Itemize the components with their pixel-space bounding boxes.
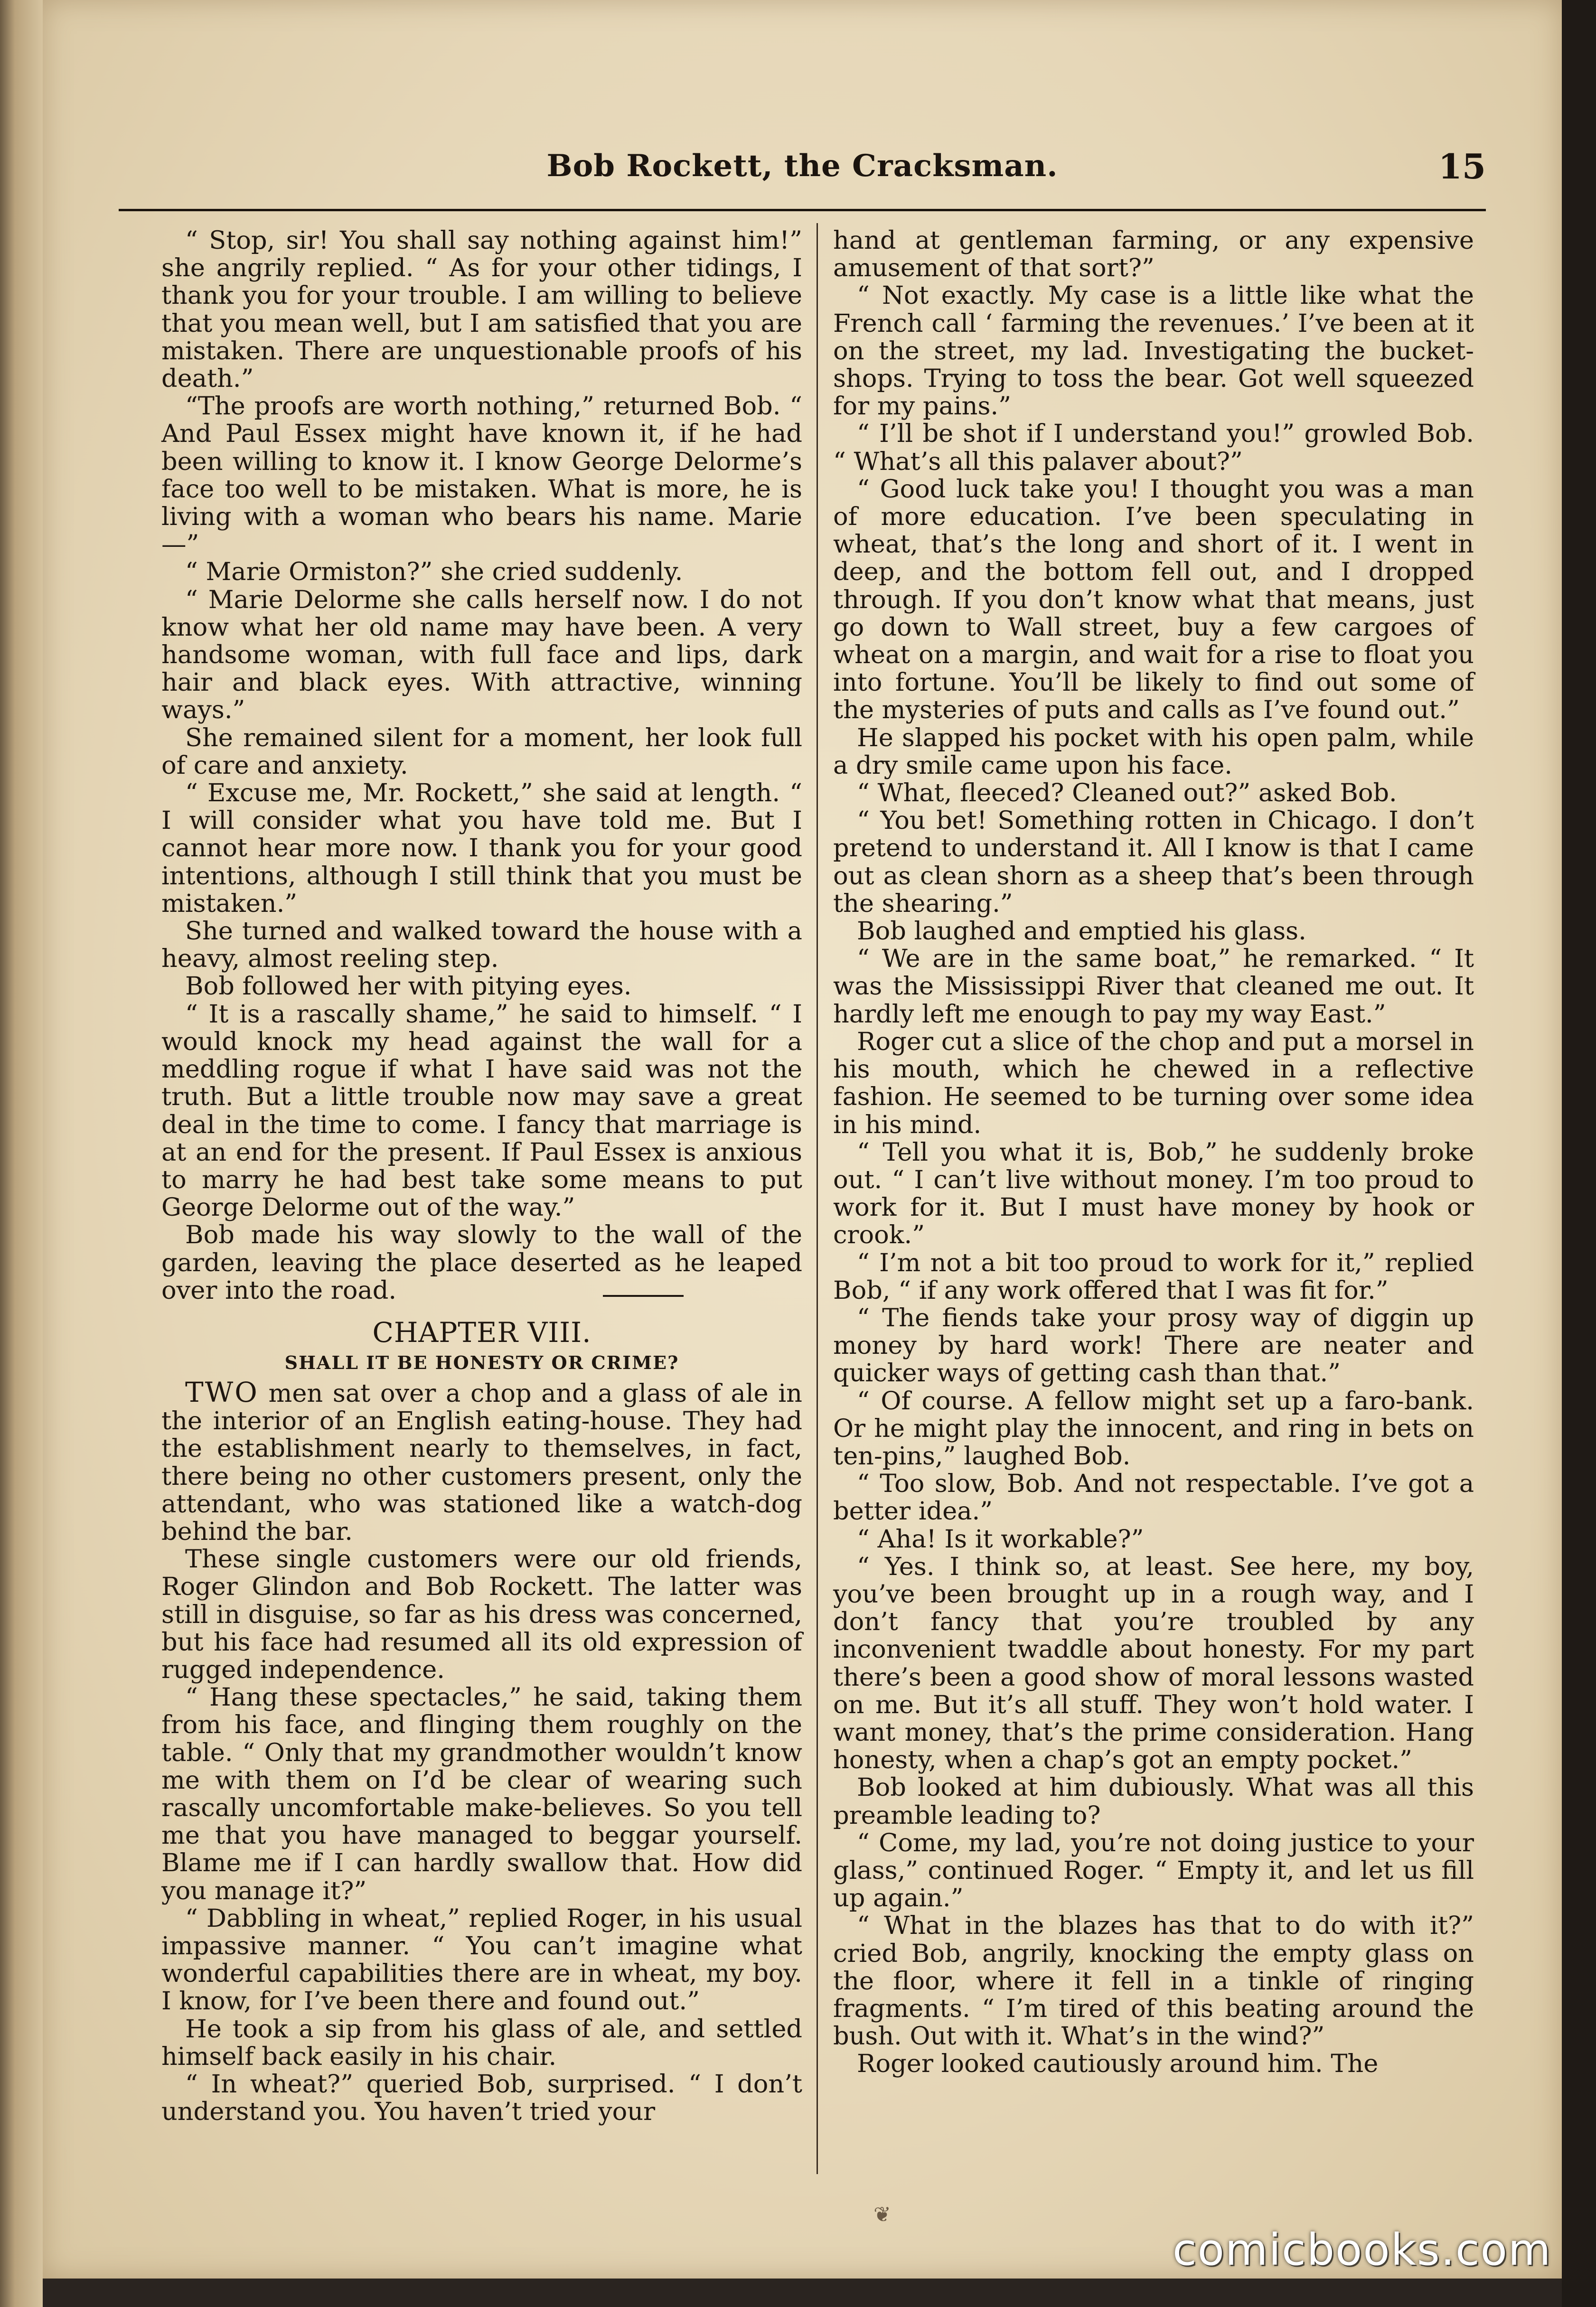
paragraph: “ Tell you what it is, Bob,” he suddenly broke out. “ I can’t live without money. I’m too proud to work for it. But I must have money by hook or crook.” [833,1137,1474,1250]
chapter-subtitle: SHALL IT BE HONESTY OR CRIME? [284,1351,679,1373]
paragraph: “ Not exactly. My case is a little like what the French call ‘ farming the revenues.’ I’ve been at it on the street, my lad. Investigating the bucket-shops. Trying to toss the bear. Got well squeezed for my pains.” [833,281,1474,421]
left-column [161,227,802,2126]
section-end-rule [603,1295,684,1297]
paragraph: Bob made his way slowly to the wall of the garden, leaving the place deserted as he leaped over into the road. [161,1220,802,1305]
watermark: comicbooks.com [1173,2224,1552,2275]
paragraph: She remained silent for a moment, her look full of care and anxiety. [161,723,802,780]
paragraph-text: men sat over a chop and a glass of ale in the interior of an English eating-house. They had the establishment nearly to themselves, in fact, there being no other customers present, only the attendant, who was stationed like a watch-dog behind the bar. [161,1379,802,1546]
paragraph: “ In wheat?” queried Bob, surprised. “ I don’t understand you. You haven’t tried your [161,2070,802,2127]
header-rule [119,209,1486,211]
paragraph: She turned and walked toward the house with a heavy, almost reeling step. [161,917,802,974]
right-column [833,227,1474,2078]
column-divider [817,223,818,2174]
page-shadow-edge [1562,0,1596,2307]
paragraph: “ Too slow, Bob. And not respectable. I’ve got a better idea.” [833,1469,1474,1526]
paragraph: “ Dabbling in wheat,” replied Roger, in his usual impassive manner. “ You can’t imagine what wonderful capabilities there are in wheat, my boy. I know, for I’ve been there and found out.” [161,1904,802,2016]
paragraph: Bob laughed and emptied his glass. [857,917,1306,946]
paragraph: Bob looked at him dubiously. What was all this preamble leading to? [833,1773,1474,1830]
paragraph: These single customers were our old friends, Roger Glindon and Bob Rockett. The latter was still in disguise, so far as his dress was concerned, but his face had resumed all its old expression of rugged independence. [161,1545,802,1684]
paragraph: “ Stop, sir! You shall say nothing against him!” she angrily replied. “ As for your other tidings, I thank you for your trouble. I am willing to believe that you mean well, but I am satisfied that you are mistaken. There are unquestionable proofs of his death.” [161,226,802,394]
running-title: Bob Rockett, the Cracksman. [546,148,1058,184]
binding-edge [0,0,43,2307]
paragraph: “The proofs are worth nothing,” returned Bob. “ And Paul Essex might have known it, if he had been willing to know it. I know George Delorme’s face too well to be mistaken. What is more, he is living with a woman who bears his name. Marie—” [161,392,802,559]
paragraph: Roger cut a slice of the chop and put a morsel in his mouth, which he chewed in a reflective fashion. He seemed to be turning over some idea in his mind. [833,1027,1474,1139]
paragraph: He took a sip from his glass of ale, and settled himself back easily in his chair. [161,2014,802,2071]
dropcap: TWO [185,1376,259,1408]
paragraph: “ We are in the same boat,” he remarked. “ It was the Mississippi River that cleaned me out. It hardly left me enough to pay my way East.” [833,944,1474,1029]
paragraph: “ Marie Ormiston?” she cried suddenly. [185,557,683,587]
paragraph: hand at gentleman farming, or any expensive amusement of that sort?” [833,226,1474,283]
paragraph: “ Marie Delorme she calls herself now. I do not know what her old name may have been. A very handsome woman, with full face and lips, dark hair and black eyes. With attractive, winning ways.” [161,585,802,725]
paragraph: “ It is a rascally shame,” he said to himself. “ I would knock my head against the wall for a meddling rogue if what I have said was not the truth. But a little trouble now may save a great deal in the time to come. I fancy that marriage is at an end for the present. If Paul Essex is anxious to marry he had best take some means to put George Delorme out of the way.” [161,999,802,1222]
paragraph: Roger looked cautiously around him. The [857,2049,1379,2079]
paragraph: He slapped his pocket with his open palm, while a dry smile came upon his face. [833,723,1474,780]
paragraph: “ Yes. I think so, at least. See here, my boy, you’ve been brought up in a rough way, and I don’t fancy that you’re troubled by any inconvenient twaddle about honesty. For my part there’s been a good show of moral lessons wasted on me. But it’s all stuff. They won’t hold water. I want money, that’s the prime consideration. Hang honesty, when a chap’s got an empty pocket.” [833,1552,1474,1775]
paragraph: “ Excuse me, Mr. Rockett,” she said at length. “ I will consider what you have told me. But I cannot hear more now. I thank you for your good intentions, although I still think that you must be mistaken.” [161,778,802,918]
paragraph: “ Aha! Is it workable?” [857,1524,1144,1554]
paragraph: “ Of course. A fellow might set up a faro-bank. Or he might play the innocent, and ring in bets on ten-pins,” laughed Bob. [833,1386,1474,1471]
paragraph: “ I’m not a bit too proud to work for it,” replied Bob, “ if any work offered that I was fit for.” [833,1248,1474,1305]
paragraph: “ Come, my lad, you’re not doing justice to your glass,” continued Roger. “ Empty it, and let us fill up again.” [833,1828,1474,1913]
page-number: 15 [1438,146,1486,187]
page-header [119,142,1486,199]
paragraph: “ Hang these spectacles,” he said, taking them from his face, and flinging them roughly on the table. “ Only that my grandmother wouldn’t know me with them on I’d be clear of wearing such rascally uncomfortable make-believes. So you tell me that you have managed to beggar yourself. Blame me if I can hardly swallow that. How did you manage it?” [161,1683,802,1905]
ornament-icon: ❦ [873,2203,891,2227]
paragraph: “ I’ll be shot if I understand you!” growled Bob. “ What’s all this palaver about?” [833,419,1474,476]
paragraph: “ What in the blazes has that to do with it?” cried Bob, angrily, knocking the empty glass on the floor, where it fell in a tinkle of ringing fragments. “ I’m tired of this beating around the bush. Out with it. What’s in the wind?” [833,1911,1474,2051]
paragraph: “ The fiends take your prosy way of diggin up money by hard work! There are neater and quicker ways of getting cash than that.” [833,1303,1474,1388]
paragraph: “ What, fleeced? Cleaned out?” asked Bob. [857,778,1397,808]
paragraph: “ You bet! Something rotten in Chicago. I don’t pretend to understand it. All I know is that I came out as clean shorn as a sheep that’s been through the shearing.” [833,806,1474,918]
paragraph: “ Good luck take you! I thought you was a man of more education. I’ve been speculating in wheat, that’s the long and short of it. I went in deep, and the bottom fell out, and I dropped through. If you don’t know what that means, just go down to Wall street, buy a few cargoes of wheat on a margin, and wait for a rise to float you into fortune. You’ll be likely to find out some of the mysteries of puts and calls as I’ve found out.” [833,474,1474,725]
chapter-title: CHAPTER VIII. [372,1316,591,1349]
paragraph [161,1376,802,1546]
paragraph: Bob followed her with pitying eyes. [185,972,632,1001]
